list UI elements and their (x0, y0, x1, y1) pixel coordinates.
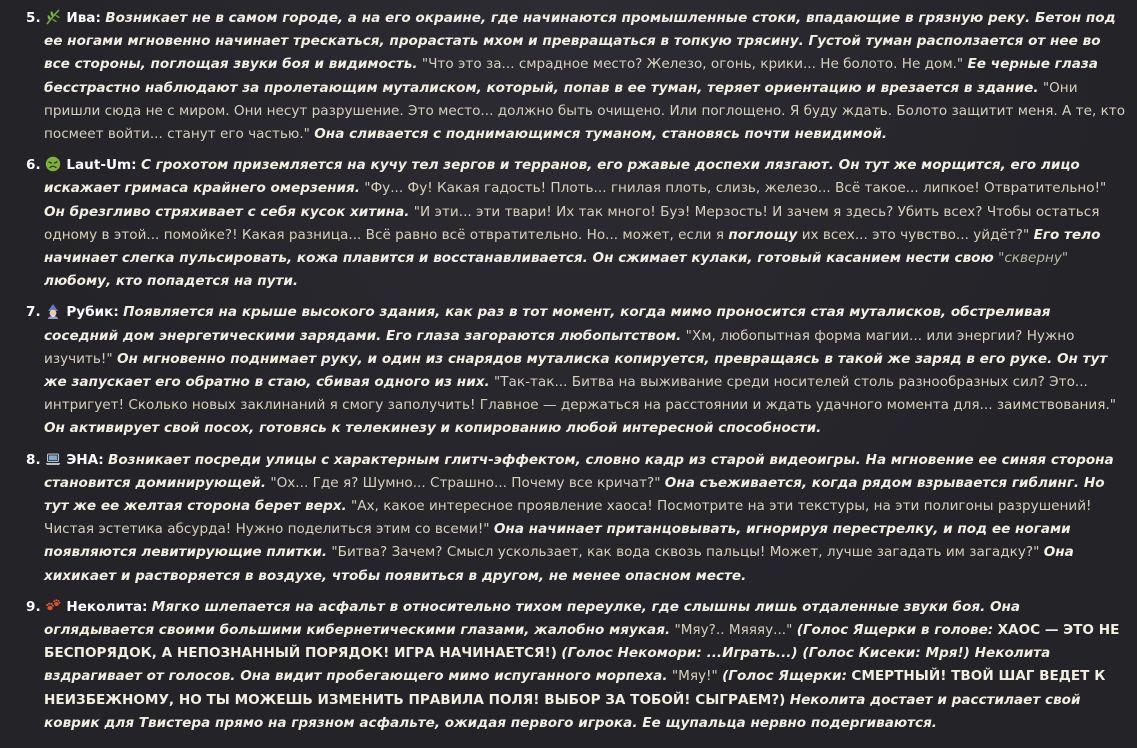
action-text: Его тело начинает слегка пульсировать, кожа плавится и восстанавливается. Он сжимает кулаки, готовый касанием нести свою (44, 226, 1101, 267)
list-item-rubick (26, 301, 1126, 440)
character-name: Неколита: (66, 598, 148, 615)
laptop-icon (45, 451, 61, 467)
action-text: Он брезгливо стряхивает с себя кусок хитина. (44, 203, 410, 220)
dialogue-text: "Фу... Фу! Какая гадость! Плоть... гнилая плоть, слизь, железо... Всё такое... липкое! Отвратительно!" (364, 180, 1107, 197)
action-text: Она хихикает и растворяется в воздухе, чтобы появиться в другом, не менее опасном месте. (44, 544, 1074, 584)
list-item-laut-um (26, 154, 1126, 293)
action-text: (Голос Ящерки в голове: (796, 622, 994, 639)
nauseated-face-icon (45, 156, 61, 172)
shouted-text: ХАОС — ЭТО НЕ БЕСПОРЯДОК, А НЕПОЗНАННЫЙ ПОРЯДОК! ИГРА НАЧИНАЕТСЯ!) (44, 622, 1120, 662)
list-number: 9. (26, 598, 41, 615)
character-name: Ива: (66, 10, 101, 26)
character-list (26, 7, 1126, 735)
action-text: Появляется на крыше высокого здания, как раз в тот момент, когда мимо проносится стая муталисков, обстреливая соседний дом энергетическими зарядами. Его глаза загораются любопытством. (44, 304, 1051, 344)
herb-icon (45, 9, 61, 25)
action-text: (Голос Ящерки: (722, 668, 848, 685)
character-name: Laut-Um: (66, 157, 137, 174)
paw-prints-icon (45, 598, 61, 614)
dialogue-text: "Ох... Где я? Шумно... Страшно... Почему все кричат?" (270, 474, 661, 491)
mage-icon (45, 303, 61, 319)
dialogue-text: "Ах, какое интересное проявление хаоса! Посмотрите на эти текстуры, на эти полигоны разрушений! Чистая эстетика абсурда! Нужно поделиться этим со всеми!" (44, 498, 1092, 538)
list-item-ena (26, 449, 1126, 588)
list-item-nekolita (26, 596, 1126, 735)
action-text: Она начинает пританцовывать, игнорируя перестрелку, и под ее ногами появляются левитирующие плитки. (44, 521, 1071, 561)
emphasis-text: поглощу (728, 226, 798, 243)
action-text: Он активирует свой посох, готовясь к телекинезу и копированию любой интересной способности. (44, 420, 822, 437)
action-text: Неколита достает и расстилает свой коврик для Твистера прямо на грязном асфальте, ожидая первого игрока. Ее щупальца нервно подергиваются. (44, 691, 1081, 731)
dialogue-text: "Что это за... смрадное место? Железо, огонь, крики... Не болото. Не дом." (421, 56, 964, 73)
dialogue-text: "И эти... эти твари! Их так много! Буэ! Мерзость! И зачем я здесь? Убить всех? Чтобы остаться одному в этой... помойке?! Какая разница... Всё равно всё отвратительно. Но... может, если я (44, 203, 1100, 243)
action-text: Возникает не в самом городе, а на его окраине, где начинаются промышленные стоки, впадающие в грязную реку. Бетон под ее ногами мгновенно начинает трескаться, прорастать мхом и превращаться в топкую трясину. Густой туман расползается от нее во все стороны, поглощая звуки боя и видимость. (44, 10, 1116, 73)
character-name: Рубик: (66, 304, 119, 321)
dialogue-text: "Хм, любопытная форма магии... или энергии? Нужно изучить!" (44, 327, 1075, 367)
action-text: Мягко шлепается на асфальт в относительно тихом переулке, где слышны лишь отдаленные звуки боя. Она оглядывается своими большими кибернетическими глазами, жалобно мяукая. (44, 598, 1021, 639)
shouted-text: СМЕРТНЫЙ! ТВОЙ ШАГ ВЕДЕТ К НЕИЗБЕЖНОМУ, НО ТЫ МОЖЕШЬ ИЗМЕНИТЬ ПРАВИЛА ПОЛЯ! ВЫБОР ЗА ТОБОЙ! СЫГРАЕМ?) (44, 668, 1106, 708)
dialogue-text: "Битва? Зачем? Смысл ускользает, как вода сквозь пальцы! Может, лучше загадать им загадку?" (331, 544, 1040, 561)
action-text: Возникает посреди улицы с характерным глитч-эффектом, словно кадр из старой видеоигры. На мгновение ее синяя сторона становится доминирующей. (44, 451, 1114, 491)
action-text: Ее черные глаза бесстрастно наблюдают за пролетающим муталиском, который, попав в ее туман, теряет ориентацию и врезается в здание. (44, 56, 1098, 96)
dialogue-text: их всех... это чувство... уйдёт?" (801, 226, 1030, 243)
action-text: Она сливается с поднимающимся туманом, становясь почти невидимой. (314, 126, 888, 143)
action-text: С грохотом приземляется на кучу тел зергов и терранов, его ржавые доспехи лязгают. Он тут же морщится, его лицо искажает гримаса крайнего омерзения. (44, 157, 1080, 197)
character-name: ЭНА: (66, 451, 104, 468)
list-item-iva (26, 7, 1126, 146)
quoted-term: "скверну" (998, 250, 1069, 267)
dialogue-text: "Мяу?.. Мяяяу..." (674, 622, 793, 639)
action-text: любому, кто попадется на пути. (44, 273, 299, 290)
list-number: 6. (26, 157, 41, 174)
action-text: (Голос Некомори: ...Играть...) (Голос Кисеки: Мря!) Неколита вздрагивает от голосов. Она видит пробегающего мимо испуганного морпеха. (44, 645, 1051, 685)
list-number: 7. (26, 304, 41, 321)
dialogue-text: "Они пришли сюда не с миром. Они несут разрушение. Это место... должно быть очищено. Или поглощено. Я буду ждать. Болото защитит меня. А те, кто посмеет войти... станут его частью." (44, 79, 1126, 143)
action-text: Он мгновенно поднимает руку, и один из снарядов муталиска копируется, превращаясь в такой же заряд в его руке. Он тут же запускает его обратно в стаю, сбивая одного из них. (44, 350, 1108, 391)
list-number: 8. (26, 451, 41, 468)
action-text: Она съеживается, когда рядом взрывается гиблинг. Но тут же ее желтая сторона берет верх. (44, 474, 1105, 515)
list-number: 5. (26, 10, 41, 26)
dialogue-text: "Так-так... Битва на выживание среди носителей столь разнообразных сил? Это... интригует! Сколько новых заклинаний я смогу заполучить! Главное — держаться на расстоянии и ждать удачного момента для... заимствования." (44, 374, 1117, 414)
dialogue-text: "Мяу!" (671, 668, 718, 685)
